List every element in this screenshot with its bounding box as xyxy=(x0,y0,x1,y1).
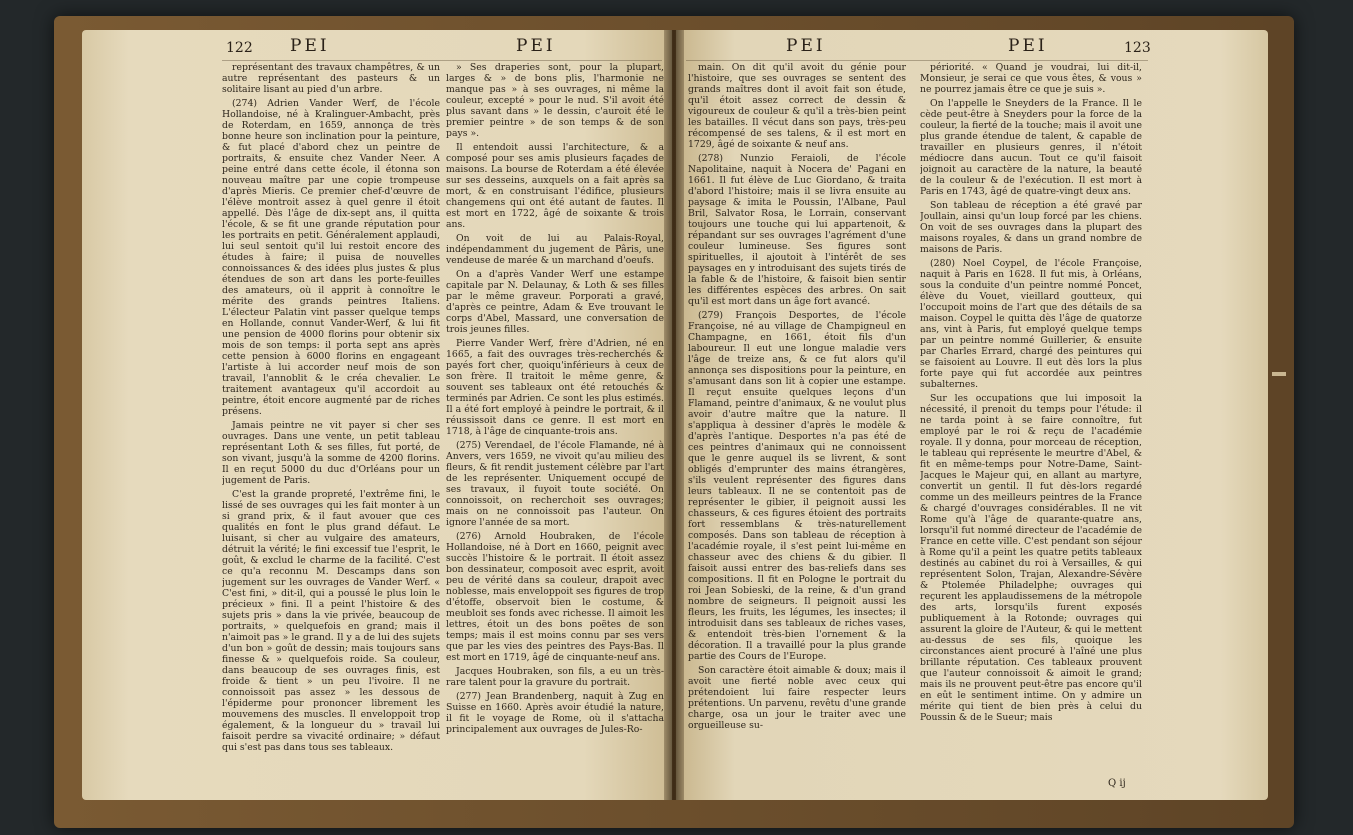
page-edge-marker xyxy=(1272,372,1286,376)
paragraph: (274) Adrien Vander Werf, de l'école Hollandoise, né à Kralinguer-Ambacht, près de Roterdam, en 1659, annonça de très bonne heure son inclination pour la peinture, & fut placé d'abord chez un peintre de portraits, & ensuite chez Vander Neer. A peine entré dans cette école, il étonna son nouveau maître par une copie trompeuse d'après Mieris. Ce premier chef-d'œuvre de l'élève montroit assez à quel genre il étoit appellé. Dès l'âge de dix-sept ans, il quitta l'école, & se fit une grande réputation pour les portraits en petit. Généralement applaudi, lui seul sentoit qu'il lui restoit encore des études à faire; il puisa de nouvelles connoissances & des idées plus justes & plus étendues de son art dans les porte-feuilles des amateurs, où il apprit à connoître le mérite des grands peintres Italiens. L'électeur Palatin vint passer quelque temps en Hollande, connut Vander-Werf, & lui fit une pension de 4000 florins pour obtenir six mois de son temps: il porta sept ans après cette pension à 6000 florins en engageant l'artiste à lui accorder neuf mois de son travail, l'annoblit & le créa chevalier. Le traitement avantageux qu'il accordoit au peintre, étoit encore augmenté par de riches présens. xyxy=(222,98,440,417)
paragraph: On a d'après Vander Werf une estampe capitale par N. Delaunay, & Loth & ses filles par le même graveur. Porporati a gravé, d'après ce peintre, Adam & Eve trouvant le corps d'Abel, Massard, une conversation de trois jeunes filles. xyxy=(446,269,664,335)
paragraph: (278) Nunzio Feraioli, de l'école Napolitaine, naquit à Nocera de' Pagani en 1661. Il fut élève de Luc Giordano, & traita d'abord l'histoire; mais il se livra ensuite au paysage & imita le Poussin, l'Albane, Paul Bril, Salvator Rosa, le Lorrain, conservant toujours une touche qui lui appartenoit, & répandant sur ses ouvrages l'agrément d'une couleur lumineuse. Ses figures sont spirituelles, il ajoutoit à l'intérêt de ses paysages en y introduisant des sujets tirés de la fable & de l'histoire, & faisoit bien sentir les différentes espèces des arbres. On sait qu'il est mort dans un âge fort avancé. xyxy=(688,153,906,307)
paragraph: Pierre Vander Werf, frère d'Adrien, né en 1665, a fait des ouvrages très-recherchés & payés fort cher, quoiqu'inférieurs à ceux de son frère. Il traitoit le même genre, & souvent ses tableaux ont été retouchés & terminés par Adrien. Ce sont les plus estimés. Il a été fort employé à peindre le portrait, & il réussissoit dans ce genre. Il est mort en 1718, à l'âge de cinquante-trois ans. xyxy=(446,338,664,437)
right-header-2: PEI xyxy=(1008,36,1048,56)
left-page-number: 122 xyxy=(226,40,253,56)
left-header-2: PEI xyxy=(516,36,556,56)
paragraph: main. On dit qu'il avoit du génie pour l'histoire, que ses ouvrages se sentent des grands maîtres dont il avoit fait son étude, qu'il étoit assez correct de dessin & vigoureux de couleur & qu'il a très-bien peint les batailles. Il vécut dans son pays, très-peu récompensé de ses talens, & il est mort en 1729, âgé de soixante & neuf ans. xyxy=(688,62,906,150)
paragraph: C'est la grande propreté, l'extrême fini, le lissé de ses ouvrages qui les fait monter à un si grand prix, & il faut avouer que ces qualités en font le plus grand défaut. Le luisant, si cher au vulgaire des amateurs, détruit la vérité; le fini excessif tue l'esprit, le goût, & exclud le charme de la facilité. C'est ce qu'a reconnu M. Descamps dans son jugement sur les ouvrages de Vander Werf. « C'est fini, » dit-il, qui a poussé le plus loin le précieux » fini. Il a peint l'histoire & des sujets pris » dans la vie privée, beaucoup de portraits, » quelquefois en grand; mais il n'aimoit pas » le grand. Il y a de lui des sujets d'un bon » goût de dessin; mais toujours sans finesse & » quelquefois roide. Sa couleur, dans beaucoup de ses ouvrages finis, est froide & tient » un peu l'ivoire. Il ne connoissoit pas assez » les dessous de l'épiderme pour prononcer librement les mouvemens des muscles. Il enveloppoit trop également, & la longueur du » travail lui faisoit perdre sa vivacité ordinaire; » défaut qui s'est pas dans tous ses tableaux. xyxy=(222,489,440,753)
paragraph: On l'appelle le Sneyders de la France. Il le cède peut-être à Sneyders pour la force de la couleur, la fierté de la touche; mais il avoit une plus grande étendue de talent, & capable de travailler en plusieurs genres, il n'étoit médiocre dans aucun. Tout ce qu'il faisoit joignoit au caractère de la nature, la beauté de la couleur & de l'exécution. Il est mort à Paris en 1743, âgé de quatre-vingt deux ans. xyxy=(920,98,1142,197)
left-page-column-2 xyxy=(446,62,664,762)
left-header-rule xyxy=(222,60,662,61)
signature-mark: Q ij xyxy=(1108,778,1126,789)
paragraph: (275) Verendael, de l'école Flamande, né à Anvers, vers 1659, ne vivoit qu'au milieu des fleurs, & fit rendit justement célèbre par l'art de les représenter. Uniquement occupé de ses travaux, il fuyoit toute société. On connoissoit, on recherchoit ses ouvrages; mais on ne connoissoit pas l'auteur. On ignore l'année de sa mort. xyxy=(446,440,664,528)
right-page-number: 123 xyxy=(1124,40,1151,56)
paragraph: Il entendoit aussi l'architecture, & a composé pour ses amis plusieurs façades de maisons. La bourse de Roterdam a été élevée sur ses desseins, auxquels on a fait après sa mort, & en construisant l'édifice, plusieurs changemens qui ont été autant de fautes. Il est mort en 1722, âgé de soixante & trois ans. xyxy=(446,142,664,230)
left-header-1: PEI xyxy=(290,36,330,56)
paragraph: représentant des travaux champêtres, & un autre représentant des pasteurs & un solitaire lisant au pied d'un arbre. xyxy=(222,62,440,95)
paragraph: Jacques Houbraken, son fils, a eu un très-rare talent pour la gravure du portrait. xyxy=(446,666,664,688)
paragraph: On voit de lui au Palais-Royal, indépendamment du jugement de Pâris, une vendeuse de marée & un marchand d'oeufs. xyxy=(446,233,664,266)
left-page-column-1 xyxy=(222,62,440,762)
paragraph: Jamais peintre ne vit payer si cher ses ouvrages. Dans une vente, un petit tableau représentant Loth & ses filles, fut porté, de son vivant, jusqu'à la somme de 4200 florins. Il en reçut 5000 du duc d'Orléans pour un jugement de Paris. xyxy=(222,420,440,486)
paragraph: » Ses draperies sont, pour la plupart, larges & » de bons plis, l'harmonie ne manque pas » à ses ouvrages, ni même la couleur, excepté » pour le nud. S'il avoit été plus savant dans » le dessin, c'auroit été le premier peintre » de son temps & de son pays ». xyxy=(446,62,664,139)
right-header-1: PEI xyxy=(786,36,826,56)
paragraph: (276) Arnold Houbraken, de l'école Hollandoise, né à Dort en 1660, peignit avec succès l'histoire & le portrait. Il étoit assez bon dessinateur, composoit avec esprit, avoit peu de vérité dans sa couleur, drapoit avec noblesse, mais enveloppoit ses figures de trop d'étoffe, observoit bien le costume, & meubloit ses fonds avec richesse. Il aimoit les lettres, étoit un des bons poëtes de son temps; mais il est moins connu par ses vers que par les vies des peintres des Pays-Bas. Il est mort en 1719, âgé de cinquante-neuf ans. xyxy=(446,531,664,663)
right-page-column-1 xyxy=(688,62,906,762)
paragraph: (279) François Desportes, de l'école Françoise, né au village de Champigneul en Champagne, en 1661, étoit fils d'un laboureur. Il eut une longue maladie vers l'âge de treize ans, & ce fut alors qu'il annonça ses dispositions pour la peinture, en s'amusant dans son lit à copier une estampe. Il reçut ensuite quelques leçons d'un Flamand, peintre d'animaux, & ne voulut plus avoir d'autre maître que la nature. Il s'appliqua à dessiner d'après le modèle & d'après l'antique. Desportes n'a pas été de ces peintres d'animaux qui ne connoissent que le genre auquel ils se livrent, & sont obligés d'emprunter des mains étrangères, s'ils veulent représenter des figures dans leurs tableaux. Il ne se contentoit pas de représenter le gibier, il peignoit aussi les chasseurs, & ces figures étoient des portraits fort ressemblans & très-naturellement composés. Dans son tableau de réception à l'académie royale, il s'est peint lui-même en chasseur avec des chiens & du gibier. Il faisoit aussi entrer des bas-reliefs dans ses compositions. Il fit en Pologne le portrait du roi Jean Sobieski, de la reine, & d'un grand nombre de seigneurs. Il peignoit aussi les fleurs, les fruits, les légumes, les insectes; il introduisit dans ses tableaux de riches vases, & entendoit très-bien l'ornement & la décoration. Il a travaillé pour la plus grande partie des Cours de l'Europe. xyxy=(688,310,906,662)
paragraph: périorité. « Quand je voudrai, lui dit-il, Monsieur, je serai ce que vous êtes, & vous » ne pourrez jamais être ce que je suis ». xyxy=(920,62,1142,95)
paragraph: Sur les occupations que lui imposoit la nécessité, il prenoit du temps pour l'étude: il ne tarda point à se faire connoître, fut employé par le roi & reçu de l'académie royale. Il y donna, pour morceau de réception, le tableau qui représente le meurtre d'Abel, & fit en même-temps pour Notre-Dame, Saint-Jacques le Majeur qui, en allant au martyre, convertit un gentil. Il fut dès-lors regardé comme un des meilleurs peintres de la France & chargé d'ouvrages considérables. Il ne vit Rome qu'à l'âge de quarante-quatre ans, lorsqu'il fut nommé directeur de l'académie de France en cette ville. C'est pendant son séjour à Rome qu'il a peint les quatre petits tableaux destinés au cabinet du roi à Versailles, & qui représentent Solon, Trajan, Alexandre-Sévère & Ptolemée Philadelphe; ouvrages qui reçurent les applaudissemens de la métropole des arts, lorsqu'ils furent exposés publiquement à la Rotonde; ouvrages qui assurent la gloire de l'Auteur, & qui le mettent au-dessus de ses fils, quoique les circonstances aient procuré à l'aîné une plus brillante réputation. Ces tableaux prouvent que l'auteur connoissoit & aimoit le grand; mais ils ne prouvent peut-être pas encore qu'il en eût le sentiment intime. On y admire un mérite qui tient de bien près à celui du Poussin & de le Sueur; mais xyxy=(920,393,1142,723)
right-page-column-2 xyxy=(920,62,1142,762)
paragraph: Son tableau de réception a été gravé par Joullain, ainsi qu'un loup forcé par les chiens. On voit de ses ouvrages dans la plupart des maisons royales, & dans un grand nombre de maisons de Paris. xyxy=(920,200,1142,255)
paragraph: (277) Jean Brandenberg, naquit à Zug en Suisse en 1660. Après avoir étudié la nature, il fit le voyage de Rome, où il s'attacha principalement aux ouvrages de Jules-Ro- xyxy=(446,691,664,735)
paragraph: Son caractère étoit aimable & doux; mais il avoit une fierté noble avec ceux qui prétendoient lui faire respecter leurs prétentions. Un parvenu, revêtu d'une grande charge, osa un jour le traiter avec une orgueilleuse su- xyxy=(688,665,906,731)
paragraph: (280) Noel Coypel, de l'école Françoise, naquit à Paris en 1628. Il fut mis, à Orléans, sous la conduite d'un peintre nommé Poncet, élève du Vouet, vieillard goutteux, qui l'occupoit moins de l'art que des détails de sa maison. Coypel le quitta dès l'âge de quatorze ans, vint à Paris, fut employé quelque temps par un peintre nommé Guillerier, & ensuite par Charles Errard, chargé des peintures qui se faisoient au Louvre. Il eut dès lors la plus forte paye qui fut accordée aux peintres subalternes. xyxy=(920,258,1142,390)
book-gutter xyxy=(664,30,684,800)
right-header-rule xyxy=(686,60,1148,61)
